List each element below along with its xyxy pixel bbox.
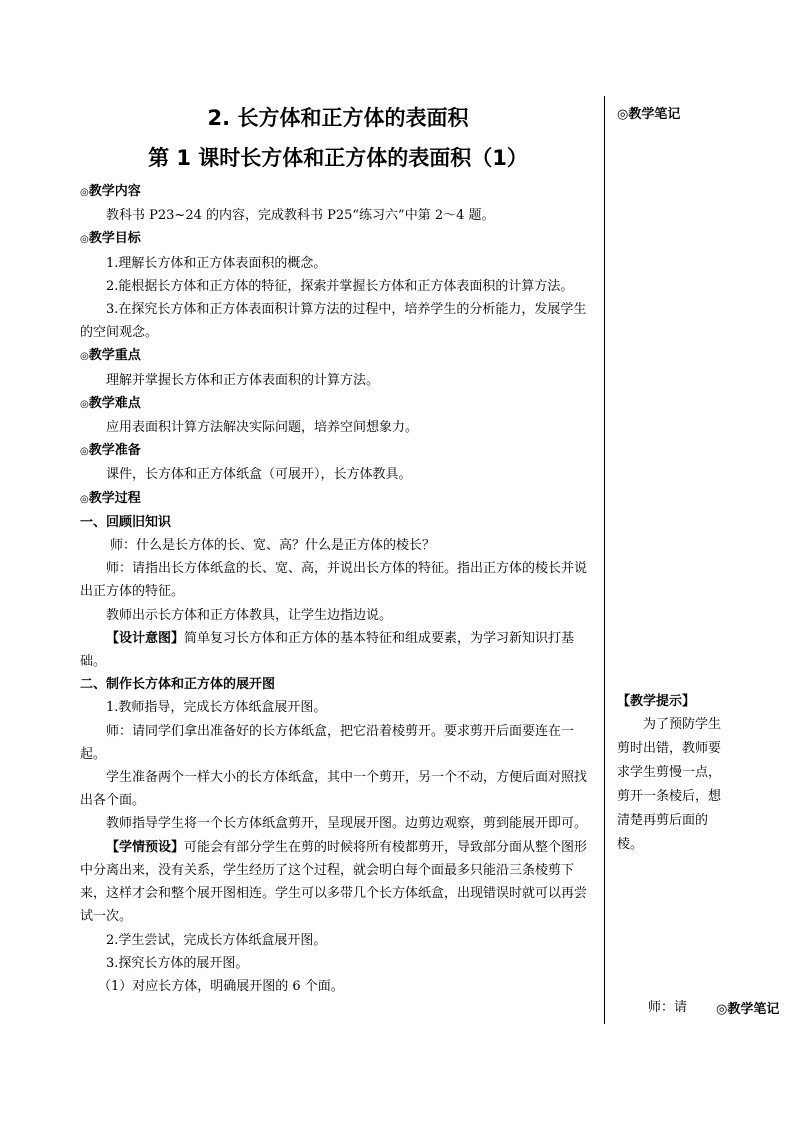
circle-marker-icon: ◎ [80, 234, 89, 246]
section-heading-goals: ◎教学目标 [80, 231, 141, 247]
sidebar-footer-text: 师：请 [648, 1000, 688, 1015]
section-heading-content: ◎教学内容 [80, 184, 141, 199]
teaching-tip-text: 为了预防学生剪时出错，教师要求学生剪慢一点，剪开一条棱后，想清楚再剪后面的棱。 [617, 717, 722, 852]
circle-marker-icon: ◎ [80, 446, 89, 458]
key-points-text: 理解并掌握长方体和正方体表面积的计算方法。 [106, 372, 380, 388]
design-intent: 【设计意图】简单复习长方体和正方体的基本特征和组成要素，为学习新知识打基础。 [80, 630, 575, 670]
section-heading-difficulties: ◎教学难点 [80, 395, 141, 411]
part2-after-line: 3.探究长方体的展开图。 [106, 955, 249, 971]
goal-item: 2.能根据长方体和正方体的特征，探索并掌握长方体和正方体表面积的计算方法。 [106, 278, 574, 294]
section-heading-preparation: ◎教学准备 [80, 443, 141, 459]
column-divider [604, 96, 605, 1024]
part2-heading: 二、制作长方体和正方体的展开图 [80, 677, 276, 693]
difficulties-text: 应用表面积计算方法解决实际问题，培养空间想象力。 [106, 420, 419, 436]
section-heading-process: ◎教学过程 [80, 490, 141, 506]
teaching-notes-footer: ◎教学笔记 [716, 1002, 780, 1017]
lesson-subtitle: 第 1 课时长方体和正方体的表面积（1） [148, 146, 528, 170]
learning-preview: 【学情预设】可能会有部分学生在剪的时候将所有棱都剪开，导致部分面从整个图形中分离出来，没有关系，学生经历了这个过程，就会明白每个面最多只能沿三条棱剪下来，这样才会和整个展开图相连。学生可以多带几个长方体纸盒，出现错误时就可以再尝试一次。 [80, 839, 588, 925]
part2-line: 教师指导学生将一个长方体纸盒剪开，呈现展开图。边剪边观察，剪到能展开即可。 [106, 816, 588, 832]
part1-line: 教师出示长方体和正方体教具，让学生边指边说。 [106, 607, 393, 623]
part2-line: 学生准备两个一样大小的长方体纸盒，其中一个剪开，另一个不动，方便后面对照找出各个面。 [80, 770, 588, 809]
part1-line: 师：请指出长方体纸盒的长、宽、高，并说出长方体的特征。指出正方体的棱长并说出正方体的特征。 [80, 561, 588, 600]
teaching-notes-heading: ◎教学笔记 [617, 107, 681, 122]
part2-line: 1.教师指导，完成长方体纸盒展开图。 [106, 700, 327, 716]
part2-after-line: 2.学生尝试，完成长方体纸盒展开图。 [106, 932, 327, 948]
content-text: 教科书 P23~24 的内容，完成教科书 P25“练习六”中第 2～4 题。 [106, 208, 495, 224]
design-intent-label: 【设计意图】 [106, 630, 185, 646]
goal-item: 3.在探究长方体和正方体表面积计算方法的过程中，培养学生的分析能力，发展学生的空间观念。 [80, 302, 587, 341]
main-content [80, 180, 596, 998]
learning-preview-label: 【学情预设】 [106, 839, 185, 855]
teaching-tip-title: 【教学提示】 [617, 694, 696, 709]
part2-line: 师：请同学们拿出准备好的长方体纸盒，把它沿着棱剪开。要求剪开后面要连在一起。 [80, 723, 575, 762]
circle-marker-icon: ◎ [80, 187, 89, 198]
part1-heading: 一、回顾旧知识 [80, 514, 172, 530]
goal-item: 1.理解长方体和正方体表面积的概念。 [106, 255, 327, 271]
part2-after-line: （1）对应长方体，明确展开图的 6 个面。 [98, 978, 344, 994]
circle-marker-icon: ◎ [80, 398, 89, 410]
preparation-text: 课件，长方体和正方体纸盒（可展开），长方体教具。 [106, 467, 412, 483]
circle-marker-icon: ◎ [80, 493, 89, 505]
circle-marker-icon: ◎ [80, 351, 89, 363]
lesson-title: 2. 长方体和正方体的表面积 [207, 106, 469, 130]
section-heading-key-points: ◎教学重点 [80, 348, 141, 364]
part1-line: 师：什么是长方体的长、宽、高？什么是正方体的棱长？ [110, 538, 436, 554]
